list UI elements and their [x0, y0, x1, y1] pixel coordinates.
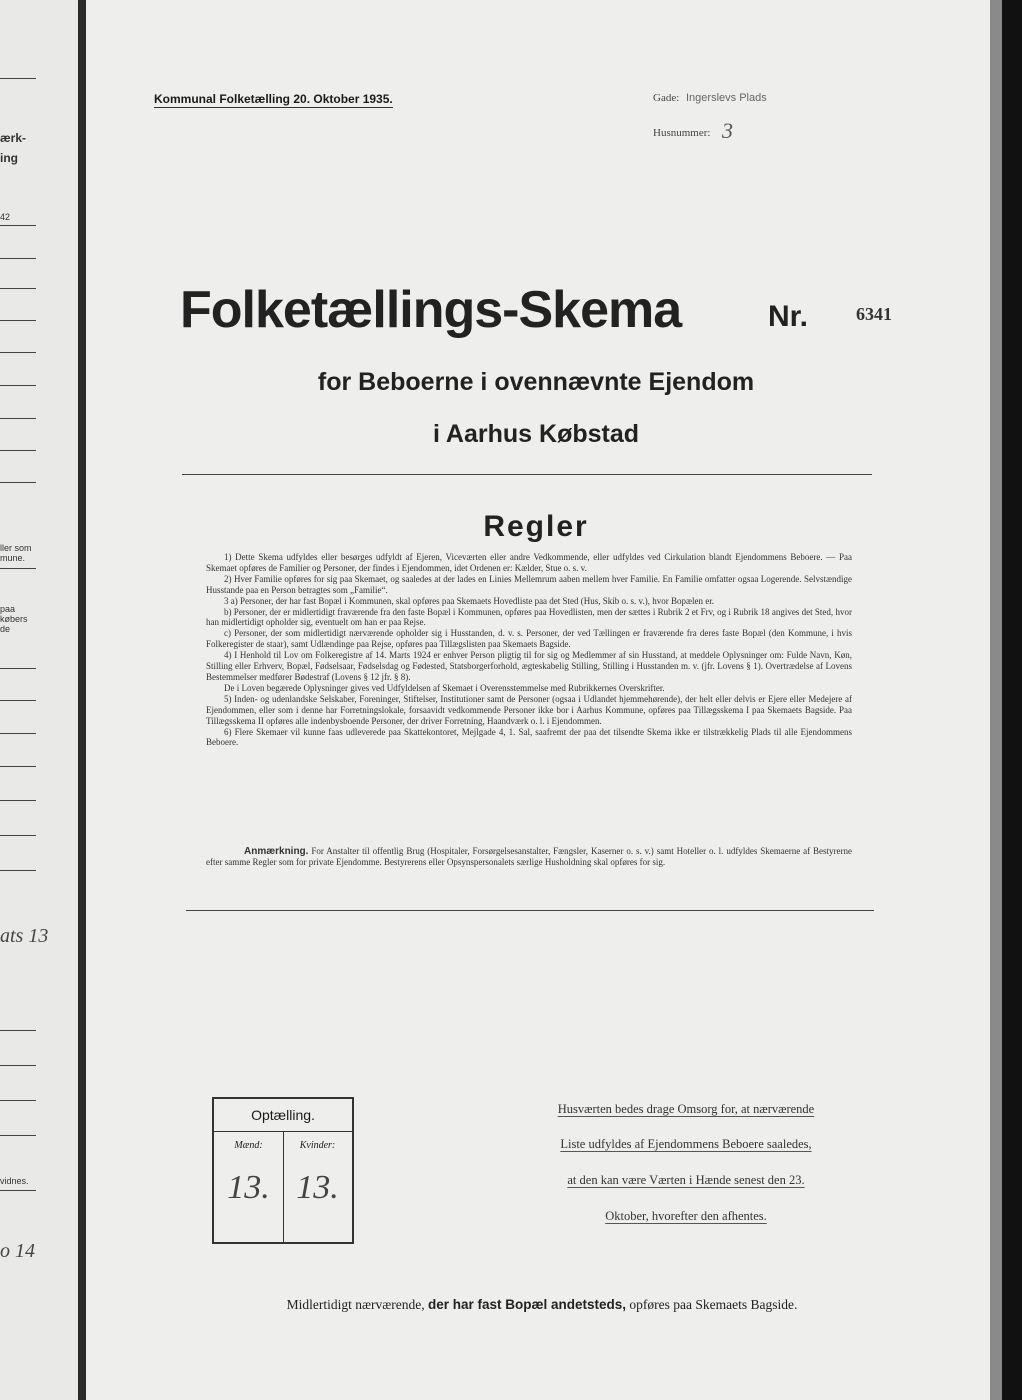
divider: [0, 766, 36, 767]
notice-line: at den kan være Værten i Hænde senest den 23.: [567, 1173, 805, 1187]
footer-part: opføres paa Skemaets Bagside.: [629, 1297, 798, 1312]
left-page-text: ing: [0, 151, 18, 165]
footer-note: [86, 1297, 998, 1313]
notice-line: Husværten bedes drage Omsorg for, at nærværende: [557, 1102, 815, 1116]
divider: [0, 733, 36, 734]
left-page-text: ærk-: [0, 131, 27, 145]
husnummer-label: Husnummer:: [653, 127, 711, 139]
rule-item: b) Personer, der er midlertidigt fraværende fra den faste Bopæl i Kommunen, opføres paa Hovedlisten, men der sættes i Rubrik 2 et Frv, og i Rubrik 18 angives det Sted, hvor han midlertidigt opholder sig, eventuelt om han er paa Rejse.: [206, 606, 852, 628]
divider: [0, 288, 36, 289]
anmaerkning-label: Anmærkning.: [244, 846, 309, 857]
rules-text: [206, 552, 852, 748]
divider: [0, 668, 36, 669]
divider: [0, 1100, 36, 1101]
left-page-text: ller som mune.: [0, 543, 32, 563]
divider: [0, 78, 36, 79]
maend-label: Mænd:: [234, 1140, 263, 1151]
kvinder-label: Kvinder:: [299, 1140, 336, 1151]
divider: [0, 870, 36, 871]
anmaerkning: [206, 846, 852, 868]
census-form-page: [86, 0, 998, 1400]
divider: [0, 450, 36, 451]
left-page-text: paa købers de: [0, 604, 28, 634]
optaelling-box: [212, 1097, 354, 1244]
subtitle-line-1: for Beboerne i ovennævnte Ejendom: [317, 368, 755, 396]
rule-item: De i Loven begærede Oplysninger gives ved Udfyldelsen af Skemaet i Overensstemmelse med Rubrikkernes Overskrifter.: [224, 682, 665, 693]
rule-item: 5) Inden- og udenlandske Selskaber, Foreninger, Stiftelser, Institutioner samt de Personer (ogsaa i Udlandet hjemmehørende), der helt eller delvis er Ejere eller Medejere af Ejendommen, eller som i denne har Forretningslokale, forsaavidt vedkommende Personer ikke bor i Aarhus Kommune, opføres paa Tillægsskema I paa Skemaets Bagside. Paa Tillægsskema II opføres alle indenbysboende Personer, der driver Forretning, Haandværk o. l. i Ejendommen.: [206, 693, 852, 726]
rule-item: 4) I Henhold til Lov om Folkeregistre af 14. Marts 1924 er enhver Person pligtig til for sig og Medlemmer af sin Husstand, at meddele Oplysninger om: Fulde Navn, Køn, Stilling eller Erhverv, Bopæl, Fødselsaar, Fødselsdag og Fødested, Statsborgerforhold, ægteskabelig Stilling, Stilling i Husstanden m. v. (jfr. Lovens § 1). Overtrædelse af Lovens Bestemmelser medfører Bødestraf (Lovens § 12 jfr. § 8).: [206, 650, 852, 682]
divider: [0, 700, 36, 701]
divider: [0, 482, 36, 483]
nr-label: Nr.: [768, 300, 809, 333]
divider: [186, 910, 874, 911]
notice-line: Oktober, hvorefter den afhentes.: [605, 1209, 767, 1223]
divider: [182, 474, 872, 475]
divider: [0, 1065, 36, 1066]
rule-item: 1) Dette Skema udfyldes eller besørges udfyldt af Ejeren, Viceværten eller andre Vedkommende, eller udfyldes ved Cirkulation blandt Ejendommens Beboere. — Paa Skemaet opføres de Familier og Personer, der findes i Ejendommen, idet Ordenen er: Kælder, Stue o. s. v.: [206, 552, 852, 573]
divider: [0, 320, 36, 321]
footer-part: Midlertidigt nærværende,: [286, 1297, 425, 1312]
divider: [0, 1030, 36, 1031]
optaelling-title: Optælling.: [251, 1107, 315, 1123]
background: [1002, 0, 1022, 1400]
rule-item: 6) Flere Skemaer vil kunne faas udleverede paa Skattekontoret, Mejlgade 4, 1. Sal, saafremt der paa det tilsendte Skema ikke er tilstrækkelig Plads til alle Ejendommens Beboere.: [206, 726, 852, 748]
page-edge: [990, 0, 1002, 1400]
left-page-text: vidnes.: [0, 1176, 29, 1186]
gade-label: Gade:: [653, 92, 680, 104]
notice-line: Liste udfyldes af Ejendommens Beboere saaledes,: [560, 1137, 812, 1151]
book-spine: [78, 0, 86, 1400]
anmaerkning-text: For Anstalter til offentlig Brug (Hospitaler, Forsørgelsesanstalter, Fængsler, Kaserner o. s. v.) samt Hoteller o. l. udfyldes Skemaerne af Bestyrerne efter samme Regler som for private Ejendomme. Bestyrerens eller Opsynspersonalets særlige Husholdning skal opføres for sig.: [206, 846, 853, 867]
form-title: Folketællings-Skema: [180, 281, 682, 339]
gade-value: Ingerslevs Plads: [686, 92, 767, 104]
rules-heading: Regler: [483, 510, 589, 543]
left-page-text: 42: [0, 212, 11, 222]
divider: [0, 418, 36, 419]
divider: [0, 225, 36, 226]
divider: [0, 1190, 36, 1191]
kvinder-count: 13.: [296, 1169, 339, 1206]
divider: [0, 568, 36, 569]
maend-count: 13.: [227, 1169, 270, 1206]
divider: [0, 835, 36, 836]
left-page-handwriting: ats 13: [0, 925, 49, 947]
header-title: Kommunal Folketælling 20. Oktober 1935.: [154, 92, 393, 106]
divider: [0, 352, 36, 353]
rule-item: 3 a) Personer, der har fast Bopæl i Kommunen, skal opføres paa Skemaets Hovedliste paa det Sted (Hus, Skib o. s. v.), hvor Bopælen er.: [224, 595, 714, 606]
divider: [0, 1135, 36, 1136]
rule-item: 2) Hver Familie opføres for sig paa Skemaet, og saaledes at der lades en Linies Mellemrum aaben mellem hver Familie. En Familie omfatter ogsaa Logerende. Selvstændige Husstande paa en Person betragtes som „Familie“.: [206, 573, 852, 595]
footer-part-bold: der har fast Bopæl andetsteds,: [427, 1297, 627, 1312]
husnummer-value: 3: [722, 118, 733, 143]
divider: [0, 258, 36, 259]
form-number: 6341: [856, 304, 892, 324]
divider: [0, 800, 36, 801]
subtitle-line-2: i Aarhus Købstad: [432, 420, 640, 448]
rule-item: c) Personer, der som midlertidigt nærværende opholder sig i Husstanden, d. v. s. Personer, der ved Tællingen er fraværende fra deres faste Bopæl (den Kommune, i hvis Folkeregister de staar), samt Udlændinge paa Rejse, opføres paa Tillægslisten paa Skemaets Bagside.: [206, 628, 852, 650]
left-page-fragment: [0, 0, 80, 1400]
left-page-handwriting: o 14: [0, 1240, 35, 1262]
divider: [0, 385, 36, 386]
